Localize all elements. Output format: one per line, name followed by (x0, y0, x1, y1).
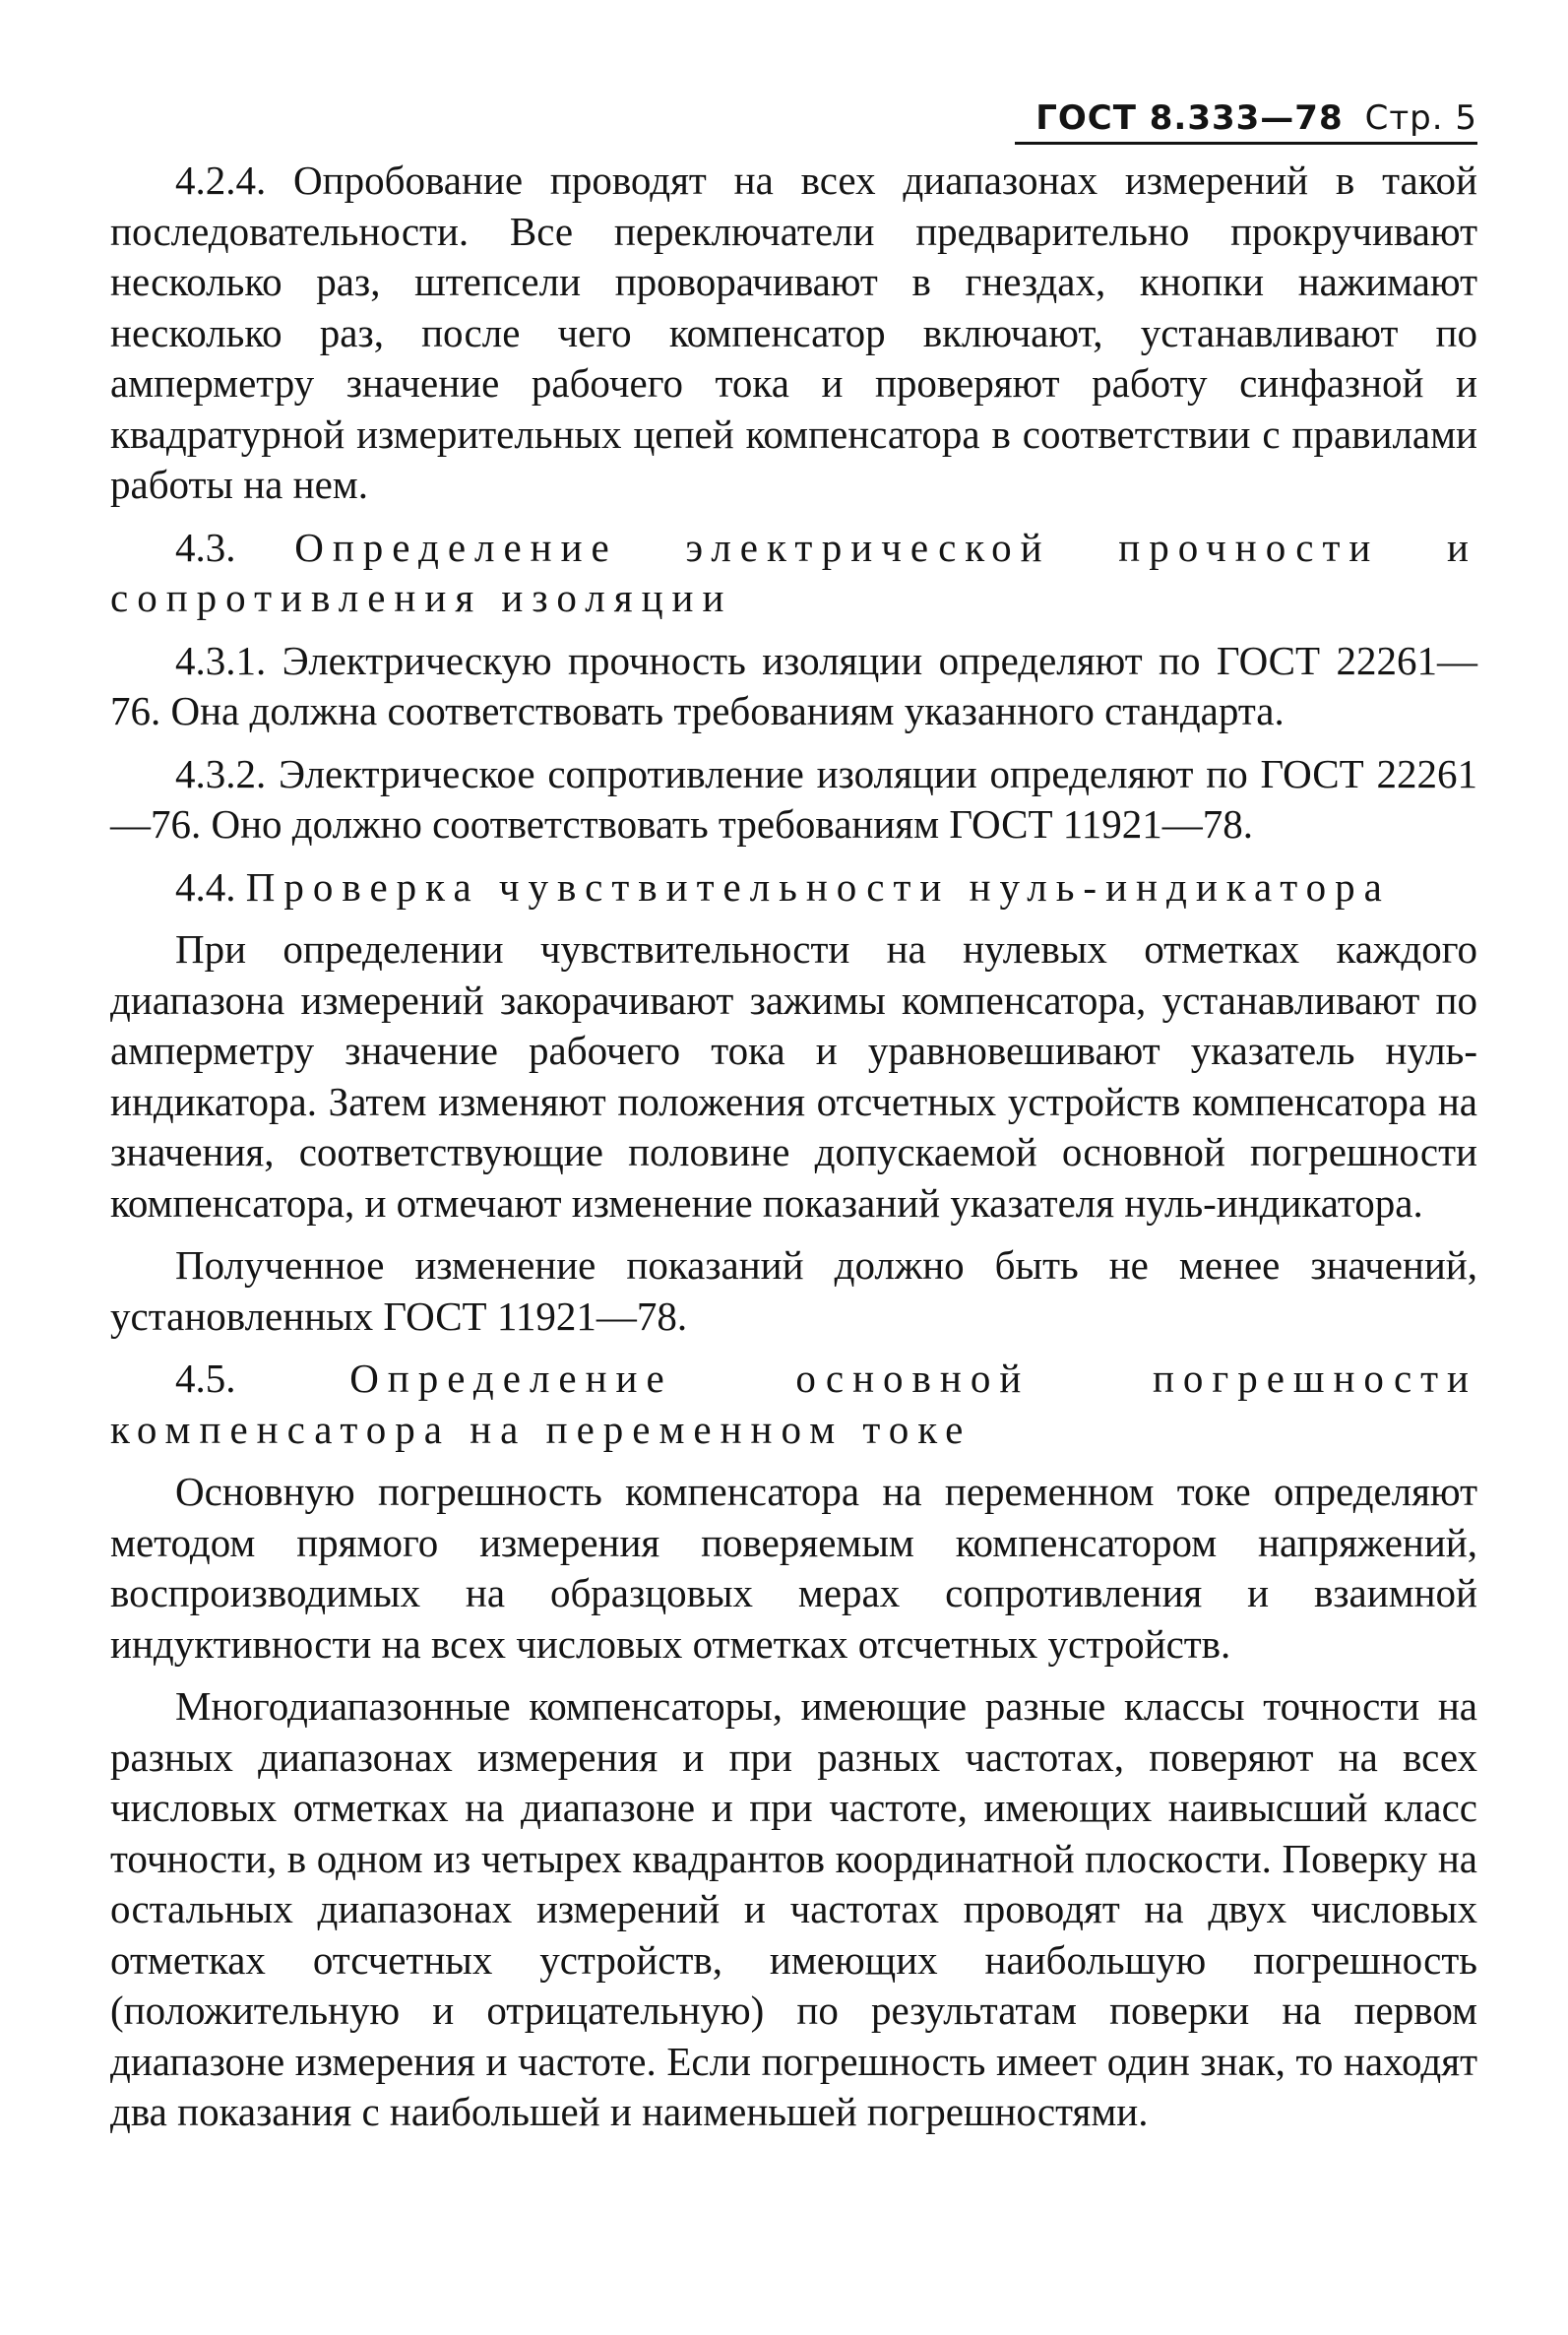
clause-4-3-1: 4.3.1. Электрическую прочность изоляции определяют по ГОСТ 22261—76. Она должна соответствовать требованиям указанного стандарта. (110, 637, 1477, 733)
heading-4-4 (110, 862, 1477, 914)
heading-4-5-number: 4.5. (175, 1356, 236, 1401)
clause-4-2-4: 4.2.4. Опробование проводят на всех диапазонах измерений в такой последовательности. Все переключатели предварительно прокручивают несколько раз, штепсели проворачивают в гнездах, кнопки нажимают несколько раз, после чего компенсатор включают, устанавливают по амперметру значение рабочего тока и проверяют работу синфазной и квадратурной измерительных цепей компенсатора в соответствии с правилами работы на нем. (110, 158, 1477, 507)
heading-4-3 (110, 523, 1477, 624)
clause-4-5-paragraph-1: Основную погрешность компенсатора на переменном токе определяют методом прямого измерения поверяемым компенсатором напряжений, воспроизводимых на образцовых мерах сопротивления и взаимной индуктивности на всех числовых отметках отсчетных устройств. (110, 1469, 1477, 1667)
running-head (110, 98, 1477, 156)
clause-4-4-paragraph-2: Полученное изменение показаний должно быть не менее значений, установленных ГОСТ 11921—78. (110, 1242, 1477, 1339)
clause-4-5-paragraph-2: Многодиапазонные компенсаторы, имеющие разные классы точности на разных диапазонах измерения и при разных частотах, поверяют на всех числовых отметках на диапазоне и при частоте, имеющих наивысший класс точности, в одном из четырех квадрантов координатной плоскости. Поверку на остальных диапазонах измерений и частотах проводят на двух числовых отметках отсчетных устройств, имеющих наибольшую погрешность (положительную и отрицательную) по результатам поверки на первом диапазоне измерения и частоте. Если погрешность имеет один знак, то находят два показания с наибольшей и наименьшей погрешностями. (110, 1683, 1477, 2134)
heading-4-4-number: 4.4. (175, 863, 236, 910)
heading-4-3-number: 4.3. (175, 524, 236, 570)
heading-4-5 (110, 1354, 1477, 1455)
heading-4-3-title: Определение электрической прочности и сопротивления изоляции (110, 524, 1477, 620)
header-rule (1015, 142, 1477, 145)
heading-4-4-title: Проверка чувствительности нуль-индикатора (245, 863, 1391, 910)
clause-4-3-2: 4.3.2. Электрическое сопротивление изоляции определяют по ГОСТ 22261—76. Оно должно соответствовать требованиям ГОСТ 11921—78. (110, 750, 1477, 847)
clause-4-4-paragraph-1: При определении чувствительности на нулевых отметках каждого диапазона измерений закорачивают зажимы компенсатора, устанавливают по амперметру значение рабочего тока и уравновешивают указатель нуль-индикатора. Затем изменяют положения отсчетных устройств компенсатора на значения, соответствующие половине допускаемой основной погрешности компенсатора, и отмечают изменение показаний указателя нуль-индикатора. (110, 926, 1477, 1226)
standard-number: ГОСТ 8.333—78 (1035, 98, 1344, 138)
page-number: Стр. 5 (1364, 98, 1477, 138)
heading-4-5-title: Определение основной погрешности компенсатора на переменном токе (110, 1356, 1478, 1452)
